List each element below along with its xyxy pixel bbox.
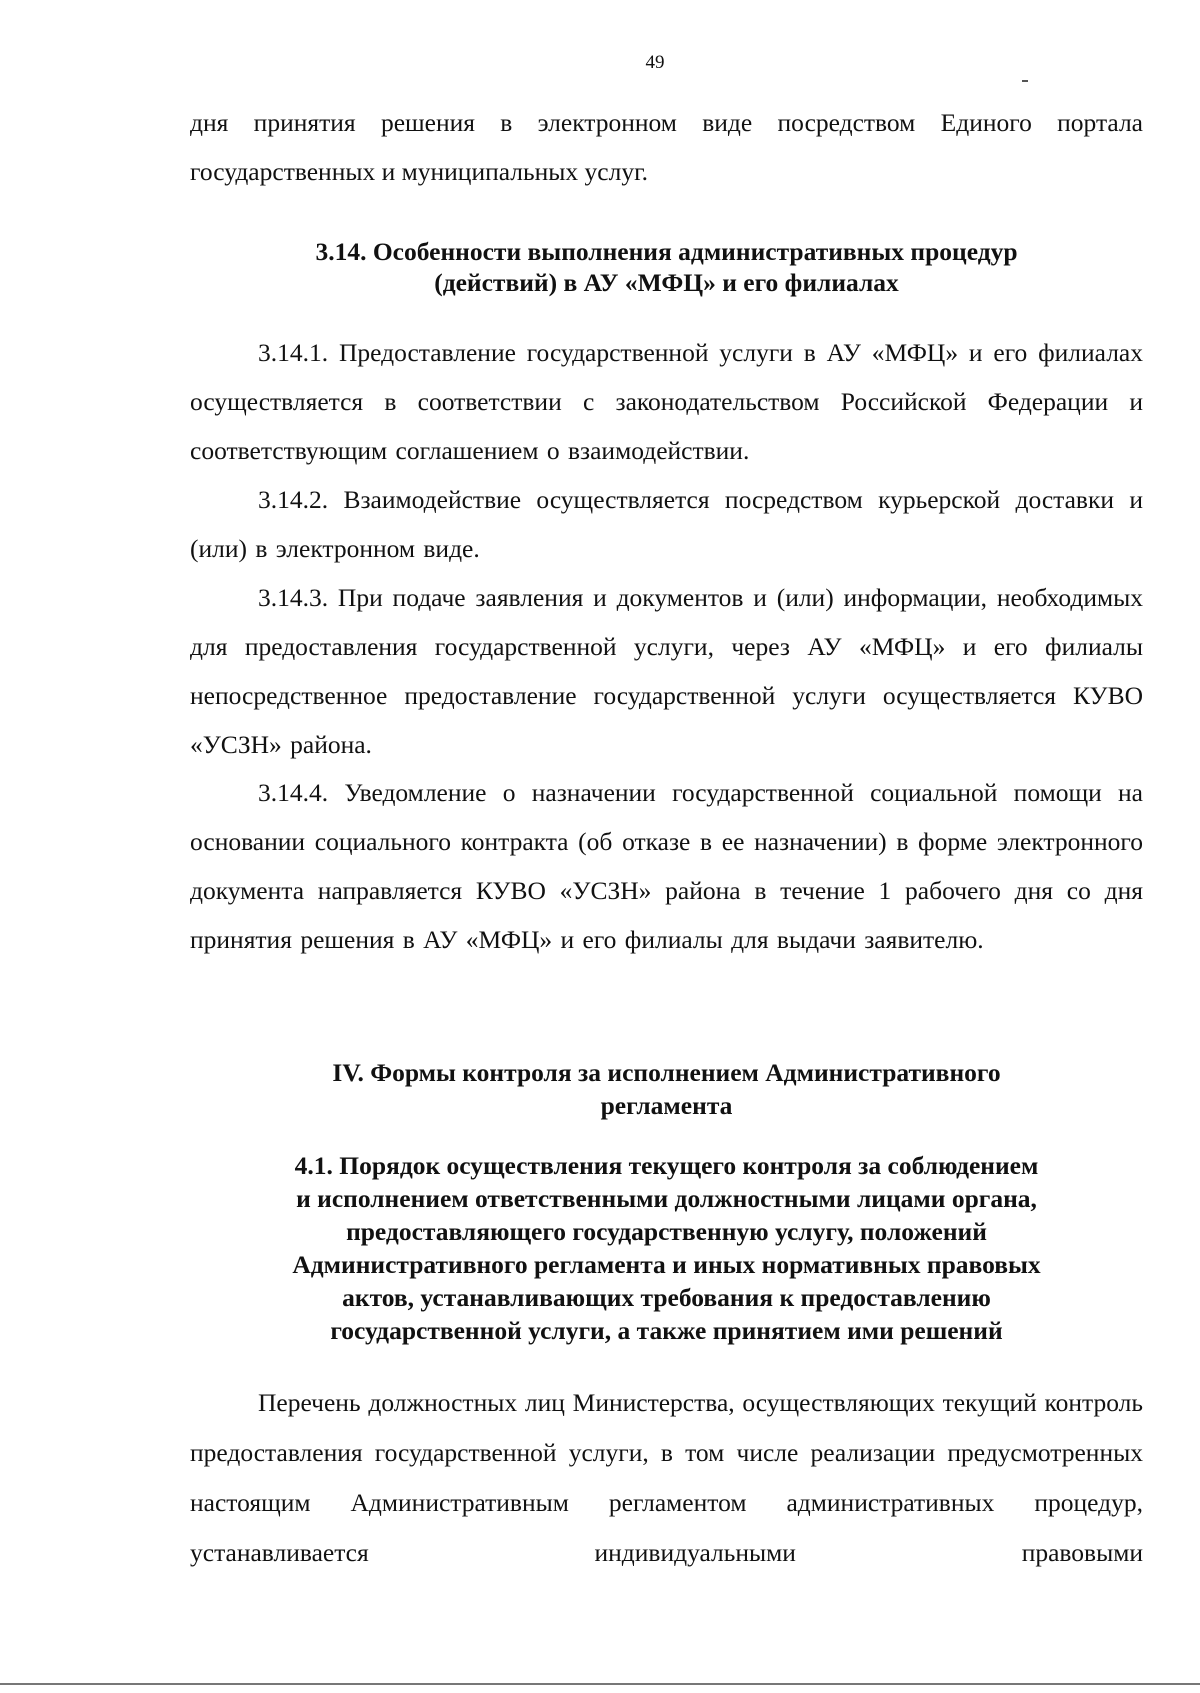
section-3-14-heading — [190, 236, 1143, 298]
section-4-1-heading — [190, 1149, 1143, 1347]
page-number: 49 — [645, 52, 665, 73]
section-iv-heading-line-1: IV. Формы контроля за исполнением Административного — [332, 1058, 1001, 1087]
top-paragraph-line-1: дня принятия решения в электронном виде посредством Единого портала — [190, 108, 1143, 137]
paragraph-3-14-2: 3.14.2. Взаимодействие осуществляется посредством курьерской доставки и (или) в электронном виде. — [190, 485, 1143, 563]
paragraph-3-14-1: 3.14.1. Предоставление государственной услуги в АУ «МФЦ» и его филиалах осуществляется в соответствии с законодательством Российской Федерации и соответствующим соглашением о взаимодействии. — [190, 338, 1143, 465]
top-paragraph-line-2: государственных и муниципальных услуг. — [190, 157, 649, 186]
top-paragraph — [190, 98, 1143, 196]
section-3-14-heading-line-2: (действий) в АУ «МФЦ» и его филиалах — [434, 268, 899, 297]
scan-speck — [1022, 80, 1028, 82]
scan-bottom-line — [0, 1683, 1200, 1685]
section-4-1-heading-line-4: Административного регламента и иных нормативных правовых — [292, 1250, 1041, 1279]
section-4-1-heading-line-1: 4.1. Порядок осуществления текущего контроля за соблюдением — [294, 1151, 1039, 1180]
section-4-1-heading-line-5: актов, устанавливающих требования к предоставлению — [342, 1283, 991, 1312]
paragraph-3-14-3: 3.14.3. При подаче заявления и документов и (или) информации, необходимых для предоставления государственной услуги, через АУ «МФЦ» и его филиалы непосредственное предоставление государственной услуги осуществляется КУВО «УСЗН» района. — [190, 583, 1143, 759]
paragraph-4-1-1: Перечень должностных лиц Министерства, осуществляющих текущий контроль предоставления государственной услуги, в том числе реализации предусмотренных настоящим Административным регламентом административных процедур, устанавливается индивидуальными правовыми — [190, 1388, 1143, 1567]
section-4-1-heading-line-3: предоставляющего государственную услугу, положений — [346, 1217, 987, 1246]
paragraph-3-14-4: 3.14.4. Уведомление о назначении государственной социальной помощи на основании социального контракта (об отказе в ее назначении) в форме электронного документа направляется КУВО «УСЗН» района в течение 1 рабочего дня со дня принятия решения в АУ «МФЦ» и его филиалы для выдачи заявителю. — [190, 778, 1143, 954]
section-iv-heading-line-2: регламента — [600, 1091, 733, 1120]
section-4-1-heading-line-2: и исполнением ответственными должностными лицами органа, — [296, 1184, 1037, 1213]
section-4-1-heading-line-6: государственной услуги, а также принятием ими решений — [330, 1316, 1003, 1345]
section-iv-heading — [190, 1056, 1143, 1122]
section-3-14-heading-line-1: 3.14. Особенности выполнения административных процедур — [315, 237, 1018, 266]
